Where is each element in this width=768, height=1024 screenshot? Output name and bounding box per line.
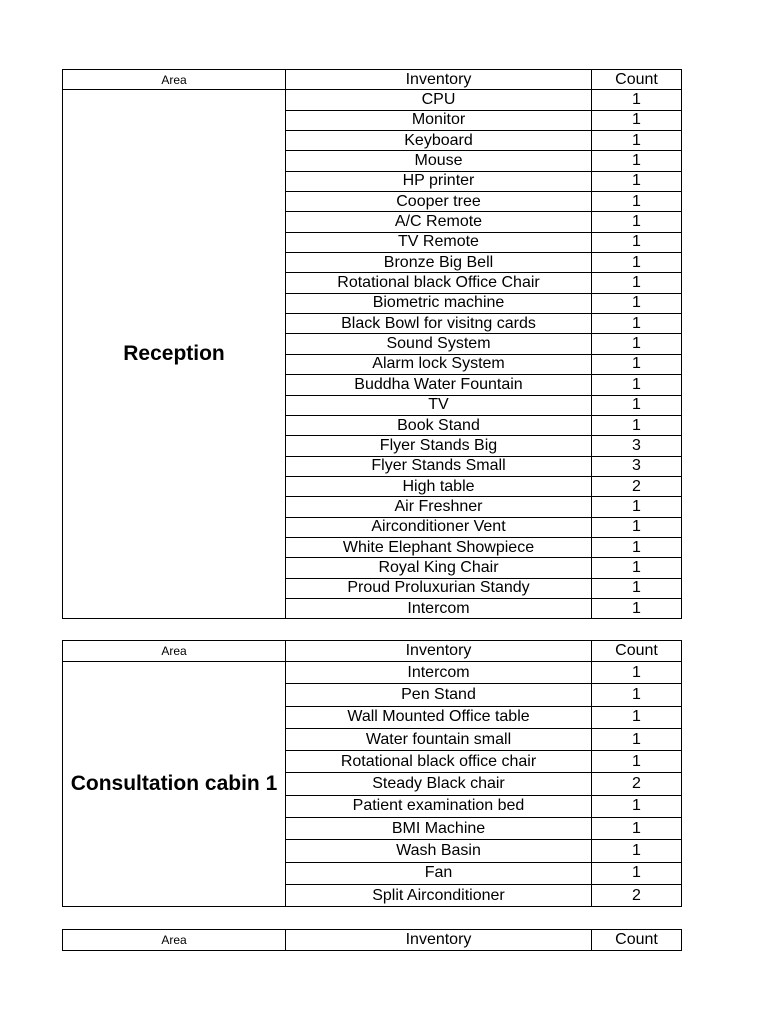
header-area: Area [63, 70, 286, 90]
inventory-item-name: Keyboard [286, 131, 592, 151]
inventory-table-consultation-cabin-1 [62, 640, 682, 907]
inventory-item-count: 1 [592, 395, 682, 415]
inventory-item-name: Pen Stand [286, 684, 592, 706]
inventory-item-name: Buddha Water Fountain [286, 375, 592, 395]
inventory-item-count: 1 [592, 253, 682, 273]
inventory-item-count: 1 [592, 131, 682, 151]
inventory-item-count: 1 [592, 293, 682, 313]
inventory-item-count: 1 [592, 314, 682, 334]
inventory-item-name: HP printer [286, 171, 592, 191]
header-count: Count [592, 930, 682, 951]
area-label: Consultation cabin 1 [63, 662, 286, 907]
inventory-item-name: White Elephant Showpiece [286, 537, 592, 557]
inventory-item-name: Water fountain small [286, 728, 592, 750]
header-inventory: Inventory [286, 70, 592, 90]
inventory-item-count: 1 [592, 90, 682, 110]
inventory-item-name: Wash Basin [286, 840, 592, 862]
inventory-item-count: 1 [592, 273, 682, 293]
inventory-item-name: TV Remote [286, 232, 592, 252]
inventory-item-name: Air Freshner [286, 497, 592, 517]
inventory-item-count: 1 [592, 110, 682, 130]
table-row [63, 662, 682, 684]
inventory-item-name: Split Airconditioner [286, 884, 592, 906]
inventory-item-count: 1 [592, 375, 682, 395]
inventory-item-name: A/C Remote [286, 212, 592, 232]
inventory-item-count: 3 [592, 436, 682, 456]
inventory-item-count: 1 [592, 497, 682, 517]
inventory-item-count: 2 [592, 476, 682, 496]
inventory-item-name: Book Stand [286, 415, 592, 435]
inventory-item-count: 1 [592, 192, 682, 212]
inventory-item-count: 1 [592, 662, 682, 684]
header-count: Count [592, 641, 682, 662]
inventory-item-count: 1 [592, 598, 682, 618]
inventory-item-name: Rotational black office chair [286, 751, 592, 773]
inventory-item-count: 1 [592, 212, 682, 232]
header-inventory: Inventory [286, 641, 592, 662]
inventory-item-name: Fan [286, 862, 592, 884]
inventory-item-count: 1 [592, 415, 682, 435]
inventory-item-name: Airconditioner Vent [286, 517, 592, 537]
inventory-item-count: 1 [592, 517, 682, 537]
inventory-item-name: Mouse [286, 151, 592, 171]
inventory-item-name: TV [286, 395, 592, 415]
header-area: Area [63, 641, 286, 662]
inventory-item-count: 3 [592, 456, 682, 476]
area-label: Reception [63, 90, 286, 619]
inventory-item-count: 1 [592, 334, 682, 354]
inventory-item-name: Alarm lock System [286, 354, 592, 374]
inventory-item-name: High table [286, 476, 592, 496]
inventory-item-name: Steady Black chair [286, 773, 592, 795]
header-area: Area [63, 930, 286, 951]
inventory-item-count: 1 [592, 558, 682, 578]
inventory-item-count: 1 [592, 818, 682, 840]
inventory-item-name: Proud Proluxurian Standy [286, 578, 592, 598]
table-row [63, 90, 682, 110]
inventory-item-count: 1 [592, 232, 682, 252]
inventory-item-count: 1 [592, 795, 682, 817]
inventory-item-name: CPU [286, 90, 592, 110]
inventory-item-name: BMI Machine [286, 818, 592, 840]
inventory-item-count: 1 [592, 706, 682, 728]
inventory-item-count: 2 [592, 773, 682, 795]
inventory-item-name: Sound System [286, 334, 592, 354]
inventory-item-name: Wall Mounted Office table [286, 706, 592, 728]
inventory-item-name: Monitor [286, 110, 592, 130]
inventory-table-reception [62, 69, 682, 619]
inventory-item-count: 1 [592, 840, 682, 862]
inventory-item-name: Bronze Big Bell [286, 253, 592, 273]
header-count: Count [592, 70, 682, 90]
inventory-item-count: 1 [592, 578, 682, 598]
inventory-item-count: 1 [592, 151, 682, 171]
inventory-item-name: Black Bowl for visitng cards [286, 314, 592, 334]
header-inventory: Inventory [286, 930, 592, 951]
inventory-item-count: 1 [592, 751, 682, 773]
inventory-table-next [62, 929, 682, 951]
inventory-item-name: Royal King Chair [286, 558, 592, 578]
inventory-item-count: 1 [592, 728, 682, 750]
inventory-item-name: Intercom [286, 598, 592, 618]
inventory-item-count: 1 [592, 537, 682, 557]
inventory-item-count: 1 [592, 171, 682, 191]
inventory-item-count: 1 [592, 684, 682, 706]
inventory-item-count: 2 [592, 884, 682, 906]
inventory-item-name: Cooper tree [286, 192, 592, 212]
inventory-item-name: Biometric machine [286, 293, 592, 313]
inventory-item-name: Patient examination bed [286, 795, 592, 817]
inventory-item-name: Rotational black Office Chair [286, 273, 592, 293]
inventory-item-name: Flyer Stands Big [286, 436, 592, 456]
inventory-item-name: Intercom [286, 662, 592, 684]
inventory-item-count: 1 [592, 354, 682, 374]
inventory-item-name: Flyer Stands Small [286, 456, 592, 476]
inventory-item-count: 1 [592, 862, 682, 884]
